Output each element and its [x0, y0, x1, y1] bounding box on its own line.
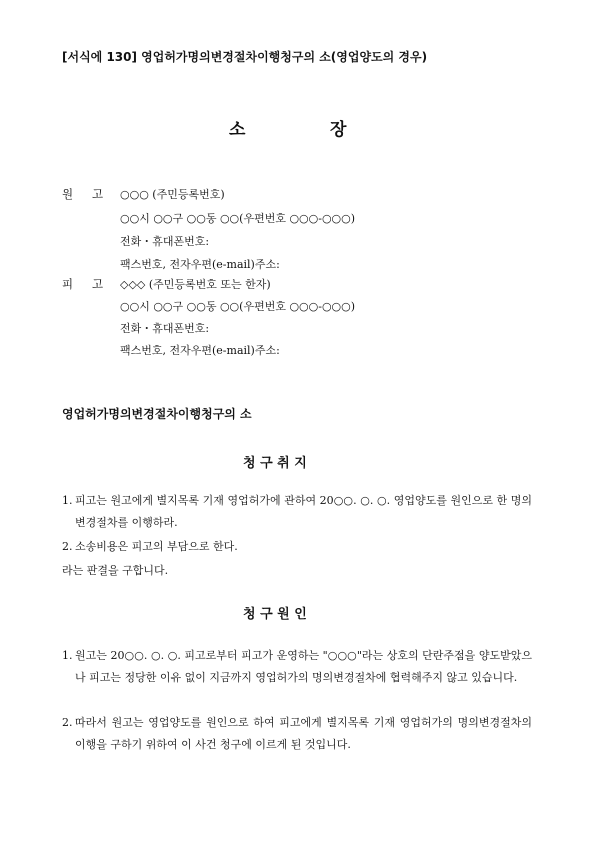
defendant-label-char-1: 피: [62, 277, 74, 291]
item-number: 1.: [62, 649, 73, 662]
plaintiff-address: ○○시 ○○구 ○○동 ○○(우편번호 ○○○-○○○): [120, 212, 356, 225]
form-title: [서식에 130] 영업허가명의변경절차이행청구의 소(영업양도의 경우): [62, 50, 428, 64]
doc-title-char-2: 장: [330, 120, 347, 140]
claim-cause-item-2: [62, 712, 532, 756]
item-text: 원고는 20○○. ○. ○. 피고로부터 피고가 운영하는 "○○○"라는 상호의 단란주점을 양도받았으나 피고는 정당한 이유 없이 지금까지 영업허가의 명의변경절차에 협력해주지 않고 있습니다.: [75, 649, 532, 684]
claim-purpose-closing: 라는 판결을 구합니다.: [62, 564, 169, 577]
item-text: 피고는 원고에게 별지목록 기재 영업허가에 관하여 20○○. ○. ○. 영업양도를 원인으로 한 명의변경절차를 이행하라.: [75, 494, 532, 529]
claim-purpose-item-2: [62, 536, 532, 558]
item-number: 2.: [62, 716, 73, 729]
defendant-phone: 전화・휴대폰번호:: [120, 322, 210, 335]
case-name: 영업허가명의변경절차이행청구의 소: [62, 407, 252, 421]
claim-purpose-item-1: [62, 490, 532, 534]
defendant-name: ◇◇◇ (주민등록번호 또는 한자): [120, 278, 271, 291]
plaintiff-phone: 전화・휴대폰번호:: [120, 235, 210, 248]
item-text: 소송비용은 피고의 부담으로 한다.: [75, 540, 238, 553]
item-number: 2.: [62, 540, 73, 553]
claim-cause-title: 청 구 원 인: [243, 607, 307, 622]
defendant-label-char-2: 고: [92, 277, 104, 291]
plaintiff-name: ○○○ (주민등록번호): [120, 188, 225, 201]
plaintiff-label-char-2: 고: [92, 187, 104, 201]
doc-title-char-1: 소: [229, 120, 246, 140]
plaintiff-fax-email: 팩스번호, 전자우편(e-mail)주소:: [120, 258, 280, 271]
claim-purpose-title: 청 구 취 지: [243, 456, 307, 471]
plaintiff-label-char-1: 원: [62, 187, 74, 201]
item-text: 따라서 원고는 영업양도를 원인으로 하여 피고에게 별지목록 기재 영업허가의 명의변경절차의 이행을 구하기 위하여 이 사건 청구에 이르게 된 것입니다.: [75, 716, 532, 751]
defendant-fax-email: 팩스번호, 전자우편(e-mail)주소:: [120, 344, 280, 357]
defendant-address: ○○시 ○○구 ○○동 ○○(우편번호 ○○○-○○○): [120, 300, 356, 313]
claim-cause-item-1: [62, 645, 532, 689]
item-number: 1.: [62, 494, 73, 507]
